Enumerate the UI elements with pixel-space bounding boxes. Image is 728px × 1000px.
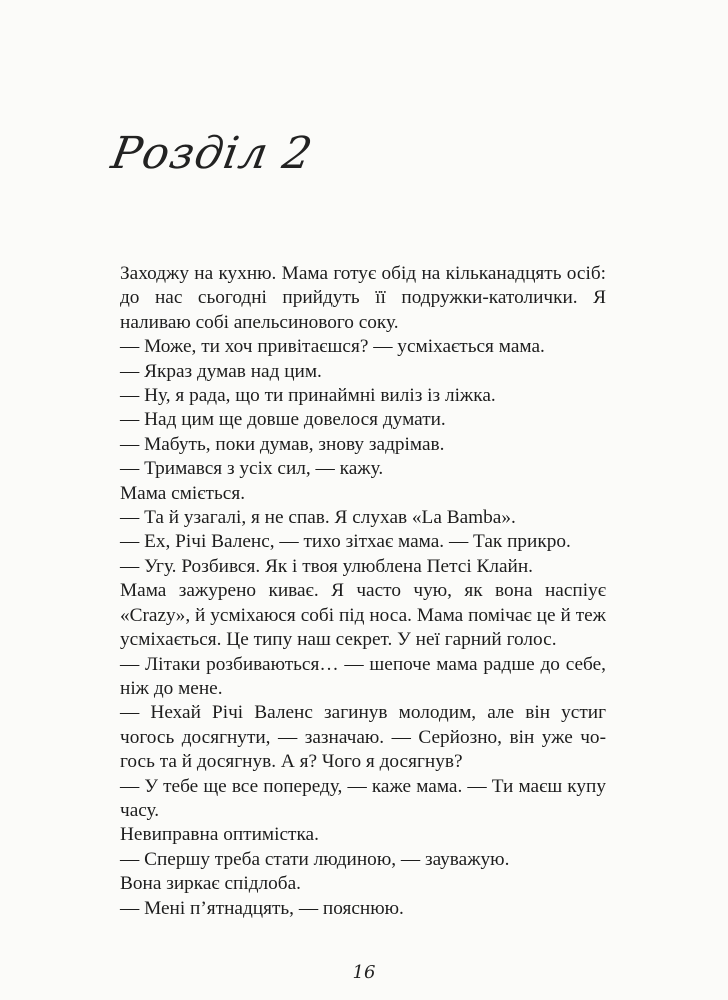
paragraph: — Спершу треба стати людиною, — зауважую. <box>120 848 510 870</box>
paragraph: — Тримався з усіх сил, — кажу. <box>120 458 384 480</box>
paragraph: — Ех, Річі Валенс, — тихо зітхає мама. — Так прикро. <box>120 531 571 553</box>
paragraph: — Нехай Річі Валенс загинув молодим, але він устиг чогось досягнути, — зазначаю. — Серйозно, він уже чогось та й досягнув. А я? Чого я досягнув? <box>120 702 606 773</box>
chapter-text <box>120 262 606 921</box>
paragraph: — Літаки розбиваються… — шепоче мама радше до себе, ніж до мене. <box>120 653 606 699</box>
paragraph: — У тебе ще все попереду, — каже мама. — Ти маєш купу часу. <box>120 775 606 821</box>
paragraph: — Ну, я рада, що ти принаймні виліз із ліжка. <box>120 385 496 407</box>
paragraph: — Угу. Розбився. Як і твоя улюблена Петсі Клайн. <box>120 555 533 577</box>
paragraph: Мама сміється. <box>120 482 246 504</box>
paragraph: Заходжу на кухню. Мама готує обід на кільканадцять осіб: до нас сьогодні прийдуть її подружки-католички. Я наливаю собі апельсинового соку. <box>120 263 606 333</box>
paragraph: — Може, ти хоч привітаєшся? — усміхається мама. <box>120 336 545 358</box>
paragraph: — Мабуть, поки думав, знову задрімав. <box>120 433 445 455</box>
paragraph: — Мені п’ятнадцять, — пояснюю. <box>120 897 404 919</box>
paragraph: Невиправна оптимістка. <box>120 824 319 846</box>
chapter-title: Розділ 2 <box>107 128 317 179</box>
paragraph: — Над цим ще довше довелося думати. <box>120 409 446 431</box>
paragraph: Вона зиркає спідлоба. <box>120 873 301 895</box>
paragraph: — Та й узагалі, я не спав. Я слухав «La Bamba». <box>120 507 516 529</box>
paragraph: Мама зажурено киває. Я часто чую, як вона наспіує «Crazy», й усміхаюся собі під носа. Мама помічає це й теж усміхається. Це типу наш секрет. У неї гарний голос. <box>120 580 606 651</box>
paragraph: — Якраз думав над цим. <box>120 360 322 382</box>
page-number: 16 <box>352 962 376 983</box>
